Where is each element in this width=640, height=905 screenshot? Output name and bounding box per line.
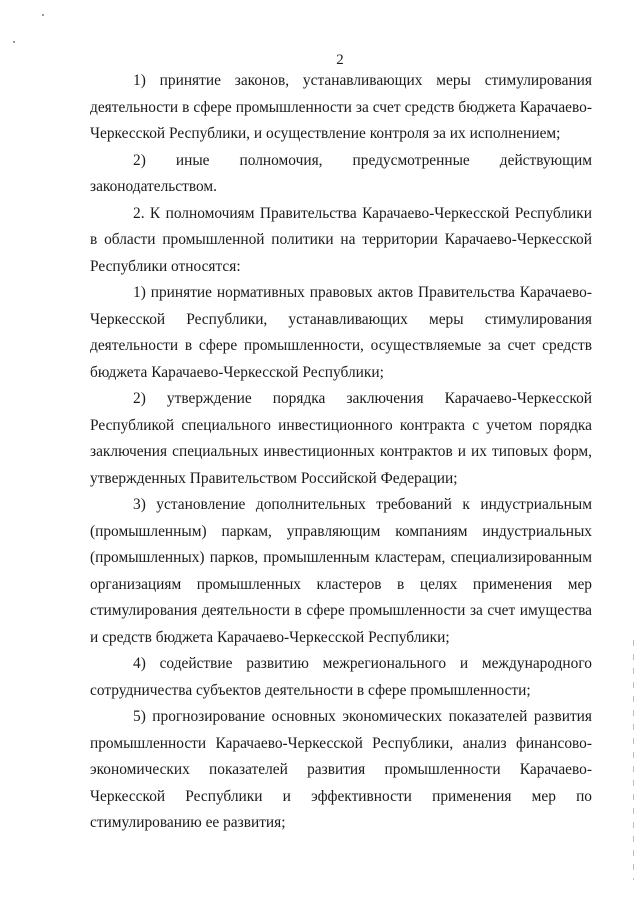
scan-speck [42, 14, 44, 16]
paragraph: 2. К полномочиям Правительства Карачаево-Черкесской Республики в области промышленной политики на территории Карачаево-Черкесской Республики относятся: [90, 204, 592, 275]
document-body [90, 68, 592, 837]
paragraph: 3) установление дополнительных требований к индустриальным (промышленным) паркам, управляющим компаниям индустриальных (промышленных) парков, промышленным кластерам, специализированным организациям промышленных кластеров в целях применения мер стимулирования деятельности в сфере промышленности за счет имущества и средств бюджета Карачаево-Черкесской Республики; [90, 496, 592, 646]
paragraph: 2) утверждение порядка заключения Карачаево-Черкесской Республикой специального инвестиционного контракта с учетом порядка заключения специальных инвестиционных контрактов и их типовых форм, утвержденных Правительством Российской Федерации; [90, 390, 592, 487]
page-number: 2 [336, 52, 344, 68]
scan-speck [13, 41, 15, 43]
scan-edge-artifact [633, 640, 634, 880]
paragraph: 1) принятие нормативных правовых актов Правительства Карачаево-Черкесской Республики, устанавливающих меры стимулирования деятельности в сфере промышленности, осуществляемые за счет средств бюджета Карачаево-Черкесской Республики; [90, 284, 592, 381]
paragraph: 2) иные полномочия, предусмотренные действующим законодательством. [90, 151, 592, 195]
paragraph: 5) прогнозирование основных экономических показателей развития промышленности Карачаево-Черкесской Республики, анализ финансово-экономических показателей развития промышленности Карачаево-Черкесской Республики и эффективности применения мер по стимулированию ее развития; [90, 708, 592, 831]
paragraph: 4) содействие развитию межрегионального и международного сотрудничества субъектов деятельности в сфере промышленности; [90, 655, 592, 699]
paragraph: 1) принятие законов, устанавливающих меры стимулирования деятельности в сфере промышленности за счет средств бюджета Карачаево-Черкесской Республики, и осуществление контроля за их исполнением; [90, 72, 592, 142]
